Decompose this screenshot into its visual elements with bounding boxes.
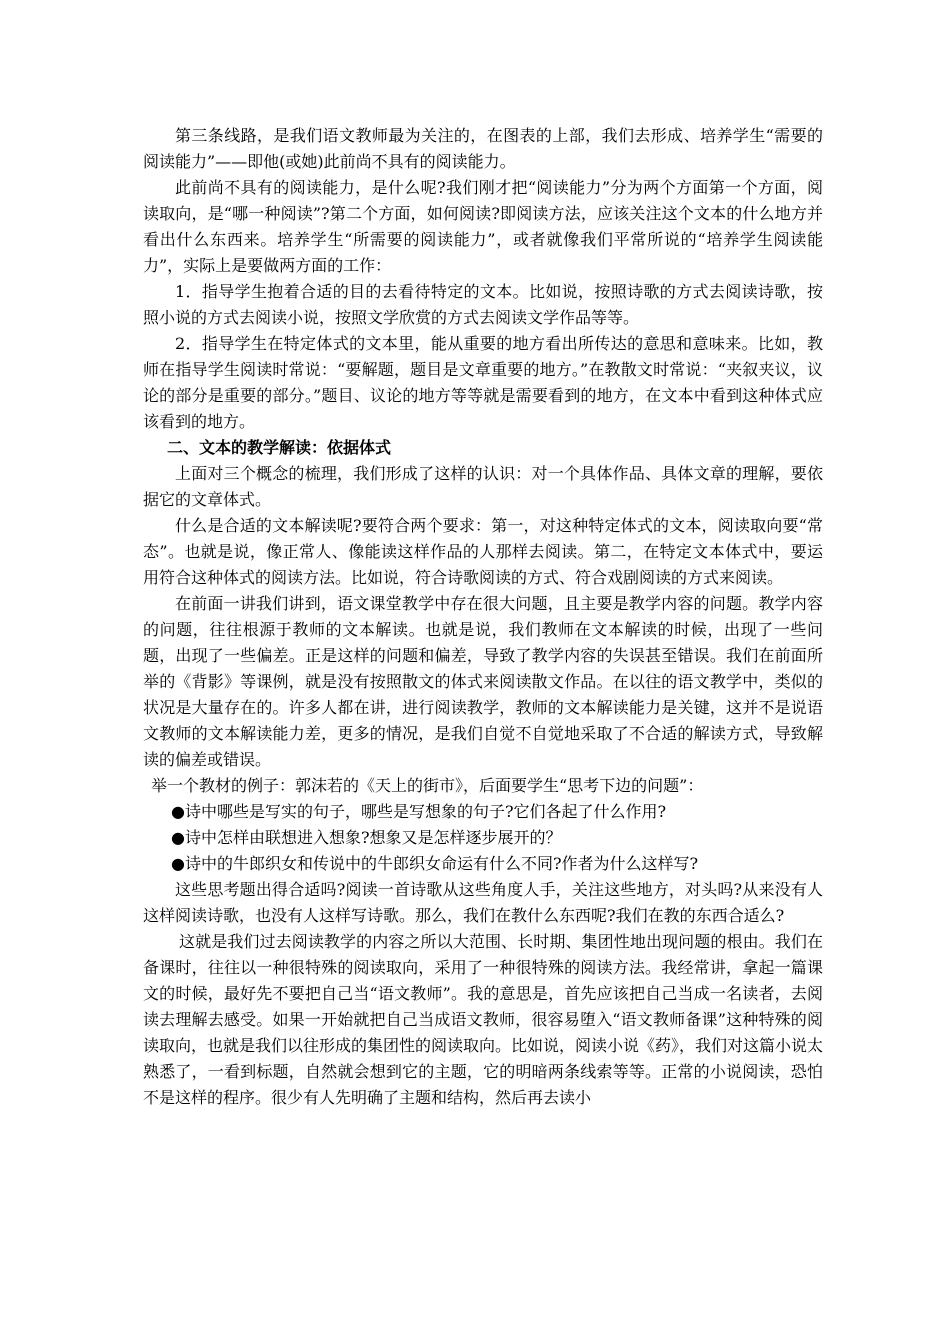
paragraph: 上面对三个概念的梳理，我们形成了这样的认识：对一个具体作品、具体文章的理解，要依据它的文章体式。 [143,464,823,509]
paragraph: 此前尚不具有的阅读能力，是什么呢?我们刚才把“阅读能力”分为两个方面第一个方面，阅读取向，是“哪一种阅读”?第二个方面，如何阅读?即阅读方法，应该关注这个文本的什么地方并看出什么东西来。培养学生“所需要的阅读能力”，或者就像我们平常所说的“培养学生阅读能力”，实际上是要做两方面的工作： [143,178,823,275]
paragraph: 1．指导学生抱着合适的目的去看待特定的文本。比如说，按照诗歌的方式去阅读诗歌，按照小说的方式去阅读小说，按照文学欣赏的方式去阅读文学作品等等。 [143,282,823,327]
bullet-item: ●诗中怎样由联想进入想象?想象又是怎样逐步展开的？ [171,828,562,847]
paragraph: 在前面一讲我们讲到，语文课堂教学中存在很大问题，且主要是教学内容的问题。教学内容的问题，往往根源于教师的文本解读。也就是说，我们教师在文本解读的时候，出现了一些问题，出现了一些偏差。正是这样的问题和偏差，导致了教学内容的失误甚至错误。我们在前面所举的《背影》等课例，就是没有按照散文的体式来阅读散文作品。在以往的语文教学中，类似的状况是大量存在的。许多人都在讲，进行阅读教学，教师的文本解读能力是关键，这并不是说语文教师的文本解读能力差，更多的情况，是我们自觉不自觉地采取了不合适的解读方式，导致解读的偏差或错误。 [143,594,823,769]
paragraph: 什么是合适的文本解读呢?要符合两个要求：第一，对这种特定体式的文本，阅读取向要“常态”。也就是说，像正常人、像能读这样作品的人那样去阅读。第二，在特定文本体式中，要运用符合这种体式的阅读方法。比如说，符合诗歌阅读的方式、符合戏剧阅读的方式来阅读。 [143,516,823,587]
paragraph: 举一个教材的例子：郭沫若的《天上的街市》，后面要学生“思考下边的问题”： [151,776,704,795]
paragraph: 这些思考题出得合适吗?阅读一首诗歌从这些角度人手，关注这些地方，对头吗?从来没有人这样阅读诗歌，也没有人这样写诗歌。那么，我们在教什么东西呢?我们在教的东西合适么? [143,880,823,925]
paragraph: 第三条线路，是我们语文教师最为关注的，在图表的上部，我们去形成、培养学生“需要的阅读能力”——即他(或她)此前尚不具有的阅读能力。 [143,126,823,171]
paragraph: 这就是我们过去阅读教学的内容之所以大范围、长时期、集团性地出现问题的根由。我们在备课时，往往以一种很特殊的阅读取向，采用了一种很特殊的阅读方法。我经常讲，拿起一篇课文的时候，最好先不要把自己当“语文教师”。我的意思是，首先应该把自己当成一名读者，去阅读去理解去感受。如果一开始就把自己当成语文教师，很容易堕入“语文教师备课”这种特殊的阅读取向，也就是我们以往形成的集团性的阅读取向。比如说，阅读小说《药》，我们对这篇小说太熟悉了，一看到标题，自然就会想到它的主题，它的明暗两条线索等等。正常的小说阅读，恐怕不是这样的程序。很少有人先明确了主题和结构，然后再去读小 [143,932,824,1107]
document-body [143,123,823,1111]
section-heading: 二、文本的教学解读：依据体式 [167,438,392,457]
bullet-item: ●诗中的牛郎织女和传说中的牛郎织女命运有什么不同?作者为什么这样写? [171,854,699,873]
paragraph: 2．指导学生在特定体式的文本里，能从重要的地方看出所传达的意思和意味来。比如，教师在指导学生阅读时常说：“要解题，题目是文章重要的地方。”在教散文时常说：“夹叙夹议，议论的部分是重要的部分。”题目、议论的地方等等就是需要看到的地方，在文本中看到这种体式应该看到的地方。 [143,334,823,431]
bullet-item: ●诗中哪些是写实的句子，哪些是写想象的句子?它们各起了什么作用? [171,802,667,821]
